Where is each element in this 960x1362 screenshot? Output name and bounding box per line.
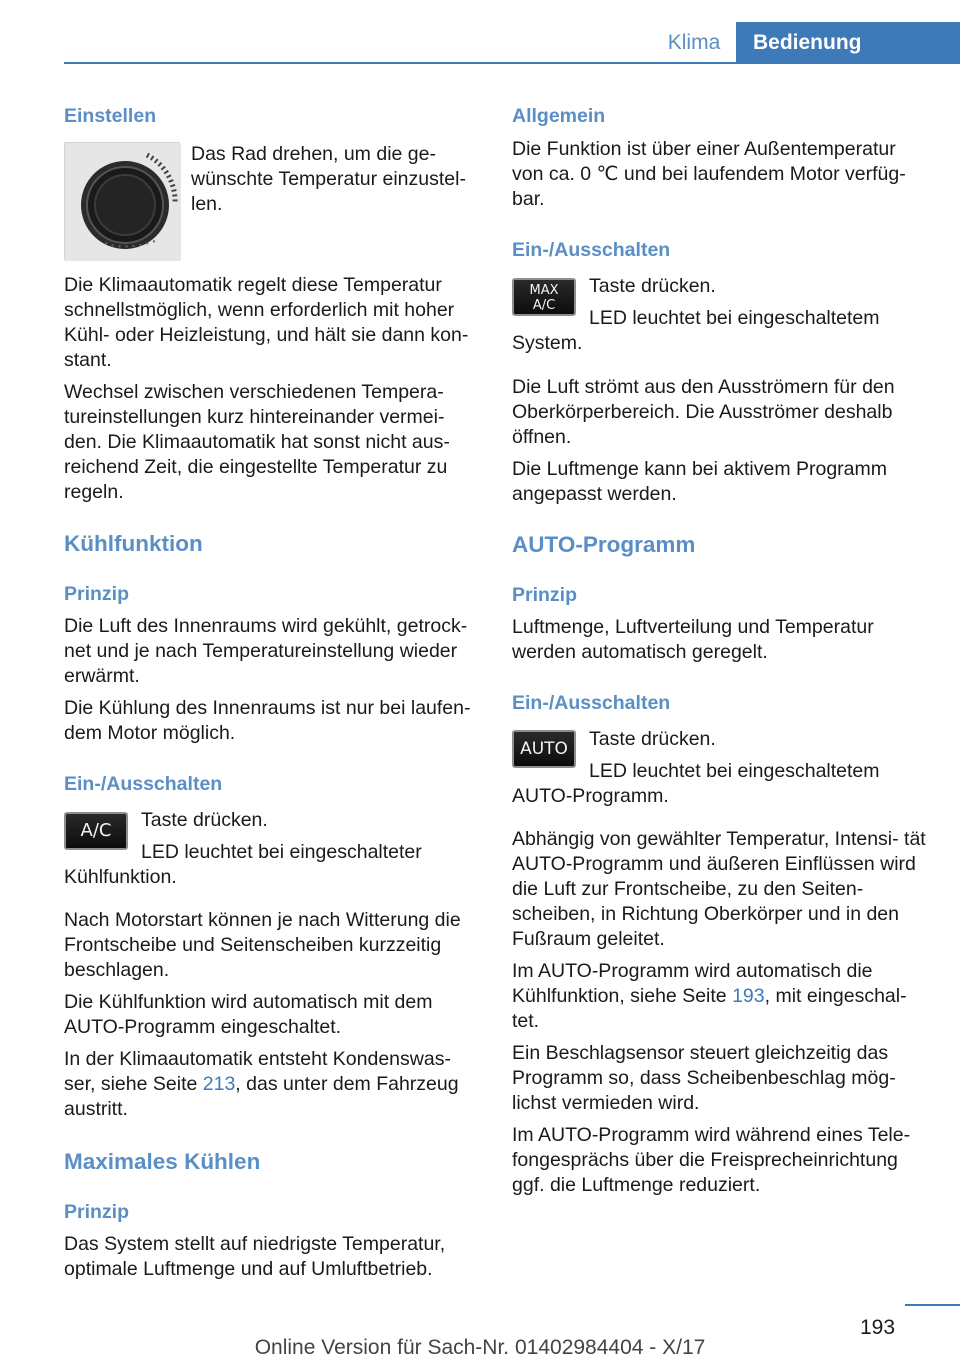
temperature-knob-image (64, 142, 180, 260)
max-press-text: Taste drücken. (589, 275, 716, 297)
page-link-193[interactable]: 193 (732, 985, 765, 1007)
ein-ausschalten-heading: Ein-/Ausschalten (512, 692, 671, 714)
prinzip-heading: Prinzip (512, 584, 578, 606)
auto-programm-heading: AUTO-Programm (512, 532, 696, 557)
paragraph-text: In der Klimaautomatik entsteht Kondenswas‐ ser, siehe Seite (64, 1048, 451, 1095)
paragraph (512, 959, 928, 1034)
kuehlfunktion-heading: Kühlfunktion (64, 531, 203, 556)
maximales-kuehlen-heading: Maximales Kühlen (64, 1149, 261, 1174)
paragraph: Nach Motorstart können je nach Witterung die Frontscheibe und Seitenscheiben kurzzeitig beschlagen. (64, 909, 461, 981)
page-number: 193 (860, 1316, 896, 1339)
allgemein-heading: Allgemein (512, 105, 606, 127)
paragraph-text: Im AUTO-Programm wird automatisch die Kühlfunktion, siehe Seite (512, 960, 873, 1007)
ein-ausschalten-heading: Ein-/Ausschalten (512, 239, 671, 261)
header-section-tab[interactable]: Klima (667, 31, 721, 54)
einstellen-text: Das Rad drehen, um die ge‐ wünschte Temperatur einzustel‐ len. (191, 143, 466, 215)
auto-press-text: Taste drücken. (589, 728, 716, 750)
prinzip-heading: Prinzip (64, 583, 130, 605)
max-ac-button-line1: MAX (529, 283, 559, 298)
paragraph: Die Luft strömt aus den Ausströmern für den Oberkörperbereich. Die Ausströmer deshalb öffnen. (512, 376, 895, 448)
paragraph-text: , mit eingeschal‐ tet. (512, 985, 907, 1032)
paragraph: Die Kühlfunktion wird automatisch mit dem AUTO-Programm eingeschaltet. (64, 991, 433, 1038)
paragraph: Im AUTO-Programm wird während eines Tele‐ fongesprächs über die Freisprecheinrichtung ggf. die Luftmenge reduziert. (512, 1124, 911, 1196)
einstellen-heading: Einstellen (64, 105, 157, 127)
paragraph (64, 1047, 480, 1122)
paragraph: Die Luftmenge kann bei aktivem Programm angepasst werden. (512, 458, 888, 505)
paragraph: Ein Beschlagsensor steuert gleichzeitig das Programm so, dass Scheibenbeschlag mög‐ lichst vermieden wird. (512, 1042, 896, 1114)
paragraph: Luftmenge, Luftverteilung und Temperatur werden automatisch geregelt. (512, 616, 874, 663)
ein-ausschalten-heading: Ein-/Ausschalten (64, 773, 223, 795)
ac-button-image: A/C (64, 812, 128, 850)
max-led-text: LED leuchtet bei eingeschaltetem System. (512, 307, 880, 354)
paragraph: Die Klimaautomatik regelt diese Temperatur schnellstmöglich, wenn erforderlich mit hoher Kühl- oder Heizleistung, und hält sie dann kon‐ stant. (64, 274, 469, 371)
paragraph: Das System stellt auf niedrigste Temperatur, optimale Luftmenge und auf Umluftbetrieb. (64, 1233, 446, 1280)
online-version-note: Online Version für Sach-Nr. 01402984404 - X/17 (254, 1336, 706, 1359)
header-active-tab[interactable]: Bedienung (736, 22, 960, 64)
page-link-213[interactable]: 213 (202, 1073, 236, 1095)
auto-led-text: LED leuchtet bei eingeschaltetem AUTO-Programm. (512, 760, 880, 807)
paragraph-text: , das unter dem Fahrzeug austritt. (64, 1073, 459, 1120)
paragraph: Die Luft des Innenraums wird gekühlt, getrock‐ net und je nach Temperatureinstellung wieder erwärmt. (64, 615, 468, 687)
ac-press-text: Taste drücken. (141, 809, 268, 831)
max-ac-button-line2: A/C (532, 298, 556, 313)
paragraph: Die Funktion ist über einer Außentemperatur von ca. 0 ℃ und bei laufendem Motor verfüg‐ bar. (512, 138, 906, 210)
temperature-knob-icon (65, 143, 181, 261)
prinzip-heading: Prinzip (64, 1201, 130, 1223)
ac-led-text: LED leuchtet bei eingeschalteter Kühlfunktion. (64, 841, 422, 888)
paragraph: Die Kühlung des Innenraums ist nur bei laufen‐ dem Motor möglich. (64, 697, 471, 744)
header-divider (64, 62, 960, 64)
paragraph: Wechsel zwischen verschiedenen Tempera‐ tureinstellungen kurz hintereinander vermei‐ den. Die Klimaautomatik hat sonst nicht aus‐ reichend Zeit, die eingestellte Temperatur zu regeln. (64, 381, 450, 503)
auto-button-image: AUTO (512, 730, 576, 768)
footer-divider (905, 1304, 960, 1306)
paragraph: Abhängig von gewählter Temperatur, Intensi‐ tät AUTO-Programm und äußeren Einflüssen wird die Luft zur Frontscheibe, zu den Seiten‐ scheiben, in Richtung Oberkörper und in den Fußraum geleitet. (512, 828, 926, 950)
